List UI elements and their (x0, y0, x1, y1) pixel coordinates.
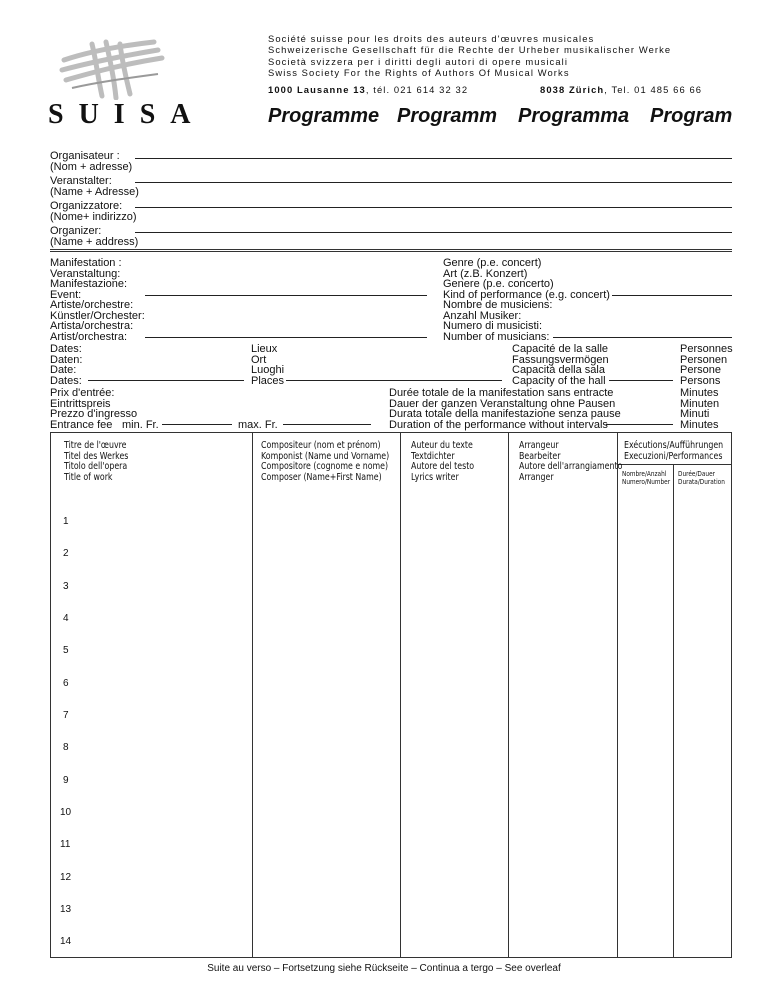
manifestation-label: Manifestation : Veranstaltung: Manifestazione: Event: (50, 257, 128, 301)
organizer-fr-field[interactable] (135, 158, 732, 159)
price-label: Prix d'entrée: Eintrittspreis Prezzo d'ingresso Entrance fee (50, 387, 138, 431)
row-number: 14 (60, 936, 72, 947)
genre-label: Genre (p.e. concert) Art (z.B. Konzert) Genere (p.e. concerto) Kind of performance (e.g. concert) (443, 257, 610, 301)
row-number: 2 (63, 548, 69, 559)
places-field[interactable] (286, 380, 502, 381)
col-divider (400, 432, 401, 958)
title-en: Program (650, 105, 733, 127)
dates-field[interactable] (88, 380, 244, 381)
duration-field[interactable] (606, 424, 673, 425)
society-line-en: Swiss Society For the Rights of Authors Of Musical Works (268, 67, 570, 79)
duration-label: Durée totale de la manifestation sans entracte Dauer der ganzen Veranstaltung ohne Pausen Durata totale della manifestazione senza pause Duration of the performance without intervals (389, 387, 621, 431)
col-duration-header: Durée/Dauer Durata/Duration (678, 470, 725, 486)
min-price-field[interactable] (162, 424, 232, 425)
persons-label: Personnes Personen Persone Persons (680, 343, 733, 387)
manifestation-field[interactable] (145, 295, 427, 296)
col-composer-header: Compositeur (nom et prénom) Komponist (Name und Vorname) Compositore (cognome e nome) Composer (Name+First Name) (261, 440, 390, 483)
row-number: 10 (60, 807, 72, 818)
society-lines (268, 33, 671, 79)
dates-label: Dates: Daten: Date: Dates: (50, 343, 83, 387)
brand-name: SUISA (48, 99, 206, 130)
zurich-tel: , Tel. 01 485 66 66 (604, 84, 703, 95)
lausanne-tel: , tél. 021 614 32 32 (365, 84, 469, 95)
lausanne-city: 1000 Lausanne 13 (268, 84, 366, 95)
perf-divider (617, 464, 732, 465)
col-divider (673, 464, 674, 958)
title-de: Programm (397, 105, 498, 127)
row-number: 8 (63, 742, 69, 753)
col-number-header: Nombre/Anzahl Numero/Number (622, 470, 671, 486)
title-it: Programma (518, 105, 630, 127)
suisa-logo-icon (58, 38, 168, 100)
row-number: 5 (63, 645, 69, 656)
capacity-label: Capacité de la salle Fassungsvermögen Capacità della sala Capacity of the hall (512, 343, 609, 387)
zurich-city: 8038 Zürich (540, 84, 605, 95)
col-divider (617, 432, 618, 958)
section-divider (50, 249, 732, 252)
society-line-it: Società svizzera per i diritti degli autori di opere musicali (268, 55, 569, 67)
footer-note: Suite au verso – Fortsetzung siehe Rückseite – Continua a tergo – See overleaf (207, 963, 561, 974)
capacity-field[interactable] (609, 380, 673, 381)
row-number: 4 (63, 613, 69, 624)
row-number: 13 (60, 904, 72, 915)
artist-field[interactable] (145, 337, 427, 338)
artist-label: Artiste/orchestre: Künstler/Orchester: Artista/orchestra: Artist/orchestra: (50, 299, 145, 343)
minutes-label: Minutes Minuten Minuti Minutes (680, 387, 720, 431)
row-number: 9 (63, 775, 69, 786)
max-price-field[interactable] (283, 424, 371, 425)
row-number: 6 (63, 678, 69, 689)
max-price-label: max. Fr. (238, 418, 278, 431)
address-zurich (540, 84, 702, 95)
col-divider (252, 432, 253, 958)
col-title-header: Titre de l'œuvre Titel des Werkes Titolo dell'opera Title of work (64, 440, 129, 483)
organizer-fr-label: Organisateur : (Nom + adresse) (50, 150, 133, 173)
row-number: 3 (63, 581, 69, 592)
organizer-de-field[interactable] (135, 182, 732, 183)
organizer-en-label: Organizer: (Name + address) (50, 225, 139, 248)
col-lyrics-header: Auteur du texte Textdichter Autore del testo Lyrics writer (411, 440, 475, 483)
musicians-field[interactable] (553, 337, 732, 338)
row-number: 11 (60, 839, 71, 850)
row-number: 1 (63, 516, 69, 527)
col-arranger-header: Arrangeur Bearbeiter Autore dell'arrangiamento Arranger (519, 440, 623, 483)
title-fr: Programme (268, 105, 380, 127)
society-line-de: Schweizerische Gesellschaft für die Rechte der Urheber musikalischer Werke (268, 44, 672, 56)
min-price-label: min. Fr. (122, 418, 159, 431)
places-label: Lieux Ort Luoghi Places (251, 343, 285, 387)
organizer-de-label: Veranstalter: (Name + Adresse) (50, 175, 139, 198)
musicians-label: Nombre de musiciens: Anzahl Musiker: Numero di musicisti: Number of musicians: (443, 299, 553, 343)
row-number: 7 (63, 710, 69, 721)
address-lausanne (268, 84, 468, 95)
organizer-it-label: Organizzatore: (Nome+ indirizzo) (50, 200, 137, 223)
genre-field[interactable] (612, 295, 732, 296)
col-performances-header: Exécutions/Aufführungen Execuzioni/Performances (624, 440, 724, 462)
works-table (50, 432, 732, 958)
row-number: 12 (60, 872, 72, 883)
society-line-fr: Société suisse pour les droits des auteurs d'œuvres musicales (268, 33, 595, 44)
organizer-en-field[interactable] (135, 232, 732, 233)
organizer-it-field[interactable] (135, 207, 732, 208)
col-divider (508, 432, 509, 958)
